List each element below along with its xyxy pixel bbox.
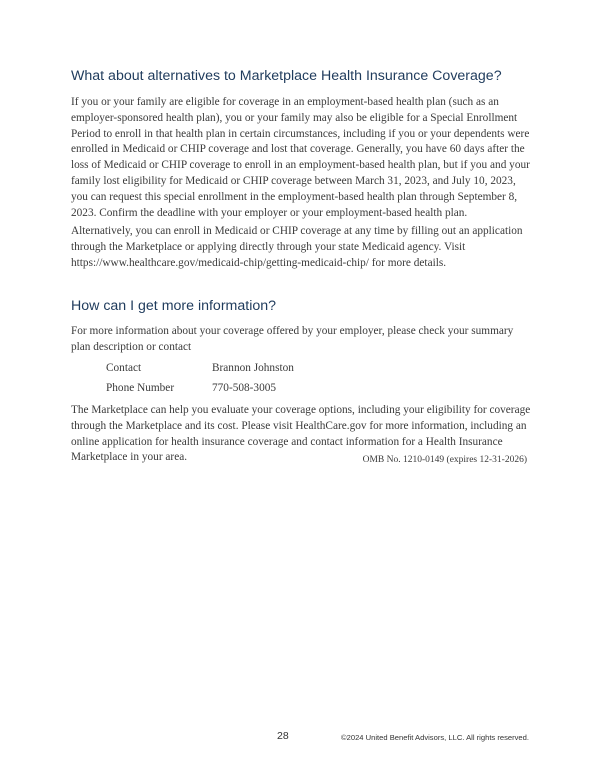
alternatives-heading: What about alternatives to Marketplace Health Insurance Coverage? [71, 68, 502, 84]
phone-number: 770-508-3005 [212, 382, 277, 394]
alternatives-paragraph-1: If you or your family are eligible for coverage in an employment-based health plan (such as an employer-sponsored health plan), you or your family may also be eligible for a Special Enrollment Period to enroll in that health plan in certain circumstances, including if you or your dependents were enrolled in Medicaid or CHIP coverage and lost that coverage. Generally, you have 60 days after the loss of Medicaid or CHIP coverage to enroll in an employment-based health plan, but if you and your family lost eligibility for Medicaid or CHIP coverage between March 31, 2023, and July 10, 2023, you can request this special enrollment in the employment-based health plan through September 8, 2023. Confirm the deadline with your employer or your employment-based health plan. [71, 96, 530, 219]
marketplace-paragraph: The Marketplace can help you evaluate your coverage options, including your eligibility for coverage through the Marketplace and its cost. Please visit HealthCare.gov for more information, including an online application for health insurance coverage and contact information for a Health Insurance Marketplace in your area. [71, 404, 531, 464]
phone-label: Phone Number [106, 382, 175, 394]
contact-label: Contact [106, 362, 142, 374]
more-info-heading: How can I get more information? [71, 298, 277, 314]
alternatives-paragraph-2: Alternatively, you can enroll in Medicaid or CHIP coverage at any time by filling out an application through the Marketplace or applying directly through your state Medicaid agency. Visit https://www.healthcare.gov/medicaid-chip/getting-medicaid-chip/ for more details. [71, 225, 523, 269]
contact-name: Brannon Johnston [212, 362, 294, 374]
copyright-notice: ©2024 United Benefit Advisors, LLC. All rights reserved. [341, 733, 529, 742]
omb-notice: OMB No. 1210-0149 (expires 12-31-2026) [362, 455, 527, 465]
more-info-intro: For more information about your coverage offered by your employer, please check your summary plan description or contact [71, 325, 514, 353]
page-number: 28 [277, 730, 289, 742]
